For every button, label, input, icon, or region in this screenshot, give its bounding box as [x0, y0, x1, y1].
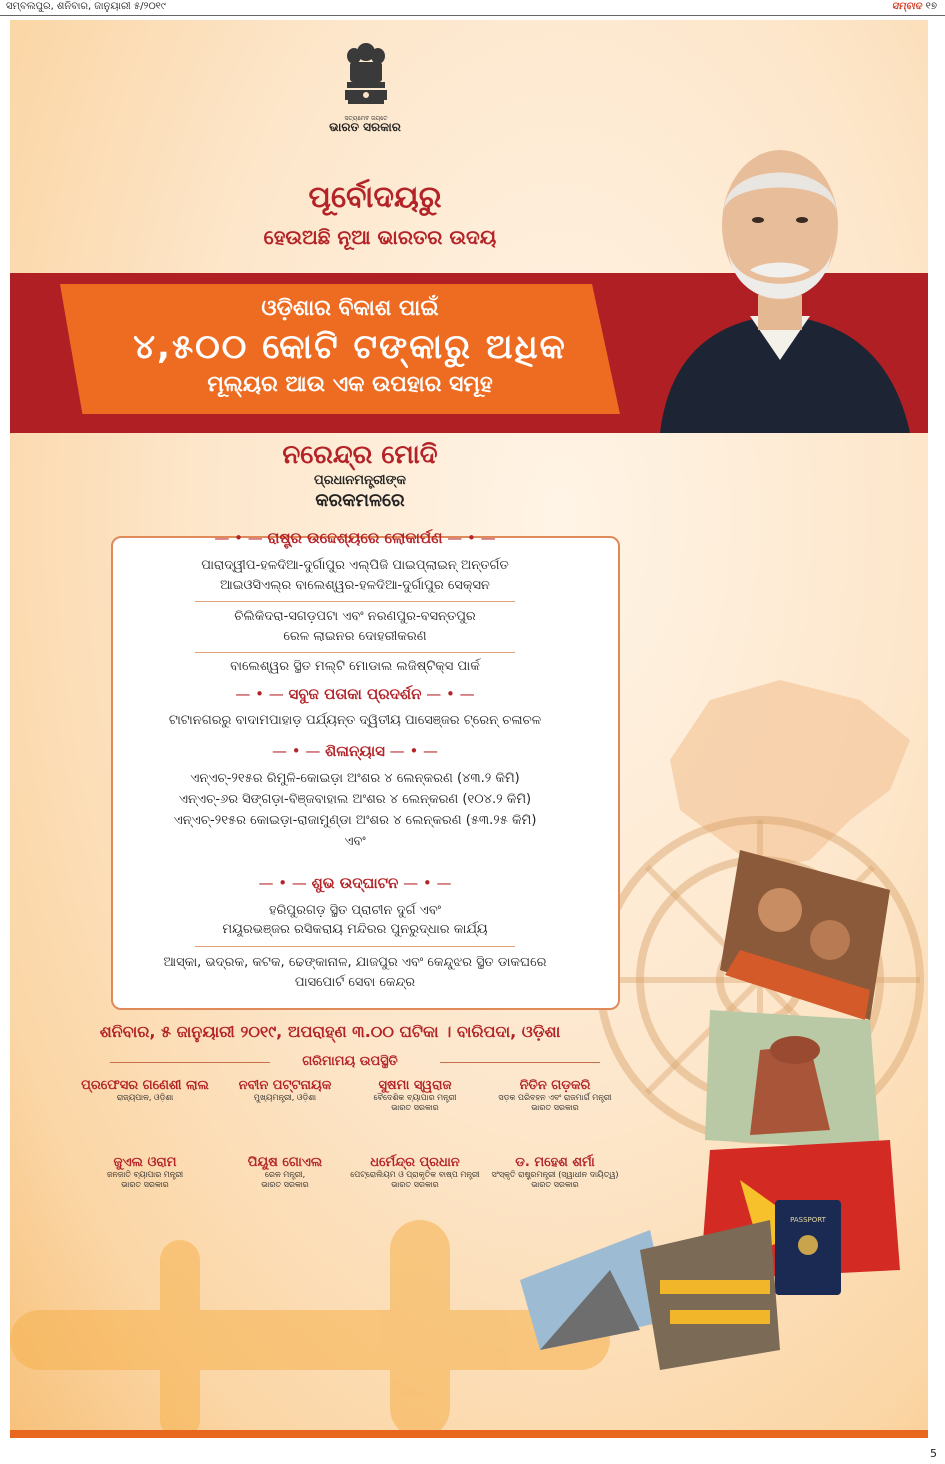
dedication-item-4: ରେଳ ଲାଇନର ଦୋହରୀକରଣ — [283, 629, 427, 644]
dedication-item-5: ବାଲେଶ୍ୱର ସ୍ଥିତ ମଲ୍ଟି ମୋଡାଲ ଲଜିଷ୍ଟିକ୍ସ ପାର୍କ — [230, 659, 480, 674]
headline-sub: ହେଉଅଛି ନୂଆ ଭାରତର ଉଦୟ — [263, 225, 497, 249]
event-dateline: ଶନିବାର, ୫ ଜାନୁୟାରୀ ୨୦୧୯, ଅପରାହ୍ଣ ୩.୦୦ ଘଟିକା । ବାରିପଦା, ଓଡ଼ିଶା — [99, 1022, 561, 1041]
inauguration-item-4: ପାସପୋର୍ଟ ସେବା କେନ୍ଦ୍ର — [294, 975, 416, 990]
dedication-item-1: ପାରାଦ୍ୱୀପ-ହଳଦିଆ-ଦୁର୍ଗାପୁର ଏଲ୍‌ପିଜି ପାଇପ୍‌ଲାଇନ୍ ଅନ୍ତର୍ଗତ — [201, 558, 509, 573]
photo-temple — [705, 1010, 880, 1150]
dignitary-dharmendra-pradhan: ଧର୍ମେନ୍ଦ୍ର ପ୍ରଧାନ ପେଟ୍ରୋଲିୟମ ଓ ପ୍ରାକୃତିକ ବାଷ୍ପ ମନ୍ତ୍ରୀ ଭାରତ ସରକାର — [350, 1155, 480, 1189]
banner-line-3: ମୂଲ୍ୟର ଆଉ ଏକ ଉପହାର ସମୂହ — [207, 372, 493, 397]
dedication-item-2: ଆଇଓସିଏଲ୍‌ର ବାଲେଶ୍ୱର-ହଳଦିଆ-ଦୁର୍ଗାପୁର ସେକ୍ସନ — [220, 578, 490, 593]
section-heading-flag: — • — ସବୁଜ ପତାକା ପ୍ରଦର୍ଶନ — • — — [235, 685, 475, 703]
presence-heading: ଗରିମାମୟ ଉପସ୍ଥିତି — [302, 1054, 398, 1069]
newspaper-page-label — [892, 1, 937, 12]
dignitary-sushma-swaraj: ସୁଷମା ସ୍ୱରାଜ ବୈଦେଶିକ ବ୍ୟାପାର ମନ୍ତ୍ରୀ ଭାରତ ସରକାର — [373, 1078, 457, 1112]
ad-bottom-bar — [10, 1430, 928, 1438]
newspaper-dateline: ସମ୍ବଲପୁର, ଶନିବାର, ଜାନୁୟାରୀ ୫/୨୦୧୯ — [6, 1, 166, 12]
divider — [195, 652, 515, 653]
newspaper-name: ସମ୍ବାଦ — [891, 1, 922, 12]
section-heading-inauguration: — • — ଶୁଭ ଉଦ୍‌ଘାଟନ — • — — [258, 874, 452, 892]
dignitary-piyush-goyal: ପିୟୂଷ ଗୋଏଲ ରେଳ ମନ୍ତ୍ରୀ, ଭାରତ ସରକାର — [247, 1155, 323, 1189]
newspaper-page: ୧୭ — [925, 1, 937, 12]
foundation-item-2: ଏନ୍‌ଏଚ୍-୬ର ସିଙ୍ଗଡ଼ା-ବିଞ୍ଜବାହାଲ ଅଂଶର ୪ ଲେନ୍‌କରଣ (୧୦୪.୨ କିମି) — [178, 792, 532, 807]
foundation-item-1: ଏନ୍‌ଏଚ୍-୨୧୫ର ରିମୁଳି-କୋଇଡ଼ା ଅଂଶର ୪ ଲେନ୍‌କରଣ (୪୩.୨ କିମି) — [190, 771, 520, 786]
foundation-item-3: ଏନ୍‌ଏଚ୍-୨୧୫ର କୋଇଡ଼ା-ରାଜାମୁଣ୍ଡା ଅଂଶର ୪ ଲେନ୍‌କରଣ (୫୩.୨୫ କିମି) — [173, 813, 537, 828]
inauguration-item-2: ମୟୂରଭଞ୍ଜର ରସିକରାୟ ମନ୍ଦିରର ପୁନରୁଦ୍ଧାର କାର୍ଯ୍ୟ — [222, 922, 488, 937]
newspaper-header — [0, 0, 945, 16]
dignitary-mahesh-sharma: ଡ. ମହେଶ ଶର୍ମା ସଂସ୍କୃତି ରାଷ୍ଟ୍ରମନ୍ତ୍ରୀ (ସ୍ୱାଧୀନ ଦାୟିତ୍ୱ) ଭାରତ ସରକାର — [491, 1155, 619, 1189]
section-heading-dedication: — • — ରାଷ୍ଟ୍ର ଉଦ୍ଦେଶ୍ୟରେ ଲୋକାର୍ପଣ — • — — [214, 529, 496, 547]
dignitary-nitin-gadkari: ନିତିନ ଗଡ଼କରି ସଡ଼କ ପରିବହନ ଏବଂ ରାଜମାର୍ଗ ମନ୍ତ୍ରୀ ଭାରତ ସରକାର — [498, 1078, 612, 1112]
flag-item-1: ଟାଟାନଗରରୁ ବାଦାମପାହାଡ଼ ପର୍ଯ୍ୟନ୍ତ ଦ୍ୱିତୀୟ ପାସେଞ୍ଜର ଟ୍ରେନ୍ ଚଳାଚଳ — [168, 713, 542, 728]
inauguration-item-3: ଆସ୍କା, ଭଦ୍ରକ, କଟକ, ଢେଙ୍କାନାଳ, ଯାଜପୁର ଏବଂ କେନ୍ଦୁଝର ସ୍ଥିତ ଡାକଘରେ — [163, 955, 547, 970]
dedication-item-3: ଚିଲିକିଦରା-ସଗଡ଼ପଟା ଏବଂ ନରଣପୁର-ବସନ୍ତପୁର — [234, 609, 476, 624]
banner-line-1: ଓଡ଼ିଶାର ବିକାଶ ପାଇଁ — [261, 296, 439, 321]
pm-name: ନରେନ୍ଦ୍ର ମୋଦି — [282, 440, 438, 470]
divider — [195, 601, 515, 602]
passport-label: PASSPORT — [790, 1216, 826, 1224]
government-label: ଭାରତ ସରକାର — [329, 120, 401, 134]
divider — [195, 946, 515, 947]
dignitary-ganeshi-lal: ପ୍ରଫେସର ଗଣେଶୀ ଲାଲ ରାଜ୍ୟପାଳ, ଓଡ଼ିଶା — [81, 1078, 209, 1102]
foundation-item-4: ଏବଂ — [344, 834, 366, 849]
emblem-motto: ସତ୍ୟମେବ ଜୟତେ — [344, 115, 388, 122]
header-rule — [0, 15, 945, 16]
pm-title: ପ୍ରଧାନମନ୍ତ୍ରୀଙ୍କ — [313, 473, 407, 488]
ashoka-emblem-icon — [338, 38, 394, 130]
pm-portrait-image — [630, 120, 928, 433]
pm-hands-label: କରକମଳରେ — [315, 490, 405, 511]
dignitary-naveen-patnaik: ନବୀନ ପଟ୍ଟନାୟକ ମୁଖ୍ୟମନ୍ତ୍ରୀ, ଓଡ଼ିଶା — [238, 1078, 332, 1102]
banner-line-2: ୪,୫୦୦ କୋଟି ଟଙ୍କାରୁ ଅଧିକ — [133, 327, 567, 367]
section-heading-foundation: — • — ଶିଳାନ୍ୟାସ — • — — [271, 742, 439, 760]
photo-pipeline — [640, 1220, 780, 1370]
dignitary-jual-oram: ଜୁଏଲ ଓରାମ ଜନଜାତି ବ୍ୟାପାର ମନ୍ତ୍ରୀ ଭାରତ ସରକାର — [106, 1155, 184, 1189]
headline-main: ପୂର୍ବୋଦୟରୁ — [308, 180, 442, 215]
inauguration-item-1: ହରିପୁରଗଡ଼ ସ୍ଥିତ ପ୍ରାଚୀନ ଦୁର୍ଗ ଏବଂ — [268, 903, 442, 918]
page-number: 5 — [930, 1447, 937, 1460]
passport-icon — [775, 1200, 841, 1295]
photo-tribal-women — [720, 850, 890, 1020]
